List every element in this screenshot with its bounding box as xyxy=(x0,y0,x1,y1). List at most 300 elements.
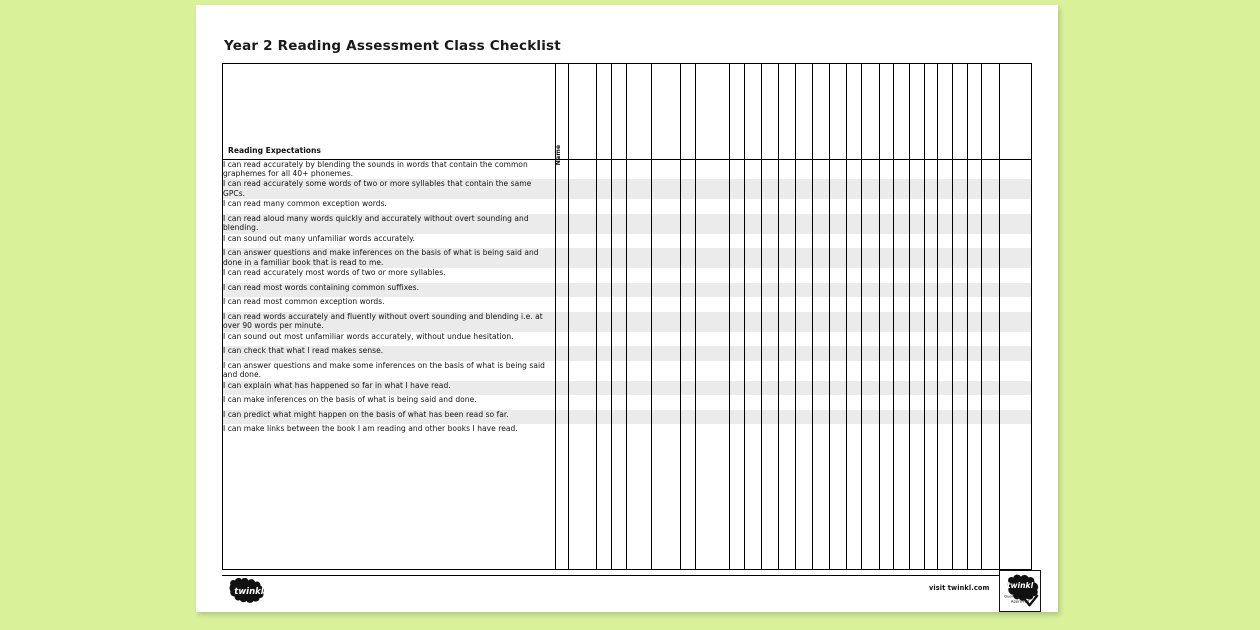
student-header-cell[interactable] xyxy=(730,64,745,159)
tick-cell[interactable] xyxy=(937,199,952,214)
tick-cell[interactable] xyxy=(745,199,762,214)
tick-cell[interactable] xyxy=(829,332,846,347)
tick-cell[interactable] xyxy=(862,234,879,249)
tick-cell[interactable] xyxy=(937,268,952,283)
student-header-cell[interactable] xyxy=(893,64,909,159)
tick-cell[interactable] xyxy=(1000,395,1031,410)
tick-cell[interactable] xyxy=(596,248,611,268)
visit-link[interactable]: visit twinkl.com xyxy=(929,584,990,592)
tick-cell[interactable] xyxy=(953,361,968,381)
tick-cell[interactable] xyxy=(695,312,729,332)
tick-cell[interactable] xyxy=(879,312,893,332)
tick-cell[interactable] xyxy=(879,361,893,381)
tick-cell[interactable] xyxy=(924,268,937,283)
student-header-cell[interactable] xyxy=(681,64,696,159)
tick-cell[interactable] xyxy=(937,297,952,312)
tick-cell[interactable] xyxy=(730,268,745,283)
student-header-cell[interactable] xyxy=(762,64,779,159)
tick-cell[interactable] xyxy=(862,268,879,283)
tick-cell[interactable] xyxy=(779,410,796,425)
tick-cell[interactable] xyxy=(937,346,952,361)
tick-cell[interactable] xyxy=(829,297,846,312)
tick-cell[interactable] xyxy=(779,179,796,199)
tick-cell[interactable] xyxy=(730,395,745,410)
tick-cell[interactable] xyxy=(596,346,611,361)
tick-cell[interactable] xyxy=(862,346,879,361)
tick-cell[interactable] xyxy=(779,159,796,179)
tick-cell[interactable] xyxy=(745,361,762,381)
tick-cell[interactable] xyxy=(556,361,569,381)
tick-cell[interactable] xyxy=(695,332,729,347)
tick-cell[interactable] xyxy=(611,159,626,179)
tick-cell[interactable] xyxy=(813,214,830,234)
tick-cell[interactable] xyxy=(681,283,696,298)
tick-cell[interactable] xyxy=(651,159,680,179)
tick-cell[interactable] xyxy=(953,346,968,361)
tick-cell[interactable] xyxy=(909,410,924,425)
tick-cell[interactable] xyxy=(611,424,626,439)
student-header-cell[interactable] xyxy=(568,64,596,159)
tick-cell[interactable] xyxy=(651,268,680,283)
tick-cell[interactable] xyxy=(924,234,937,249)
student-header-cell[interactable] xyxy=(796,64,813,159)
tick-cell[interactable] xyxy=(893,361,909,381)
tick-cell[interactable] xyxy=(846,410,861,425)
tick-cell[interactable] xyxy=(909,395,924,410)
tick-cell[interactable] xyxy=(596,179,611,199)
tick-cell[interactable] xyxy=(626,214,651,234)
tick-cell[interactable] xyxy=(981,410,1000,425)
tick-cell[interactable] xyxy=(611,214,626,234)
tick-cell[interactable] xyxy=(846,312,861,332)
tick-cell[interactable] xyxy=(796,214,813,234)
tick-cell[interactable] xyxy=(829,395,846,410)
tick-cell[interactable] xyxy=(651,346,680,361)
tick-cell[interactable] xyxy=(779,424,796,439)
tick-cell[interactable] xyxy=(611,395,626,410)
tick-cell[interactable] xyxy=(762,332,779,347)
tick-cell[interactable] xyxy=(596,312,611,332)
tick-cell[interactable] xyxy=(796,381,813,396)
tick-cell[interactable] xyxy=(745,159,762,179)
tick-cell[interactable] xyxy=(568,199,596,214)
tick-cell[interactable] xyxy=(730,332,745,347)
tick-cell[interactable] xyxy=(829,234,846,249)
tick-cell[interactable] xyxy=(626,312,651,332)
tick-cell[interactable] xyxy=(651,395,680,410)
tick-cell[interactable] xyxy=(681,361,696,381)
tick-cell[interactable] xyxy=(813,410,830,425)
tick-cell[interactable] xyxy=(924,179,937,199)
tick-cell[interactable] xyxy=(937,159,952,179)
tick-cell[interactable] xyxy=(779,312,796,332)
tick-cell[interactable] xyxy=(879,346,893,361)
tick-cell[interactable] xyxy=(611,332,626,347)
tick-cell[interactable] xyxy=(762,410,779,425)
tick-cell[interactable] xyxy=(909,268,924,283)
tick-cell[interactable] xyxy=(626,159,651,179)
tick-cell[interactable] xyxy=(730,214,745,234)
tick-cell[interactable] xyxy=(762,361,779,381)
tick-cell[interactable] xyxy=(556,283,569,298)
tick-cell[interactable] xyxy=(651,234,680,249)
tick-cell[interactable] xyxy=(695,268,729,283)
tick-cell[interactable] xyxy=(846,214,861,234)
tick-cell[interactable] xyxy=(879,381,893,396)
tick-cell[interactable] xyxy=(568,179,596,199)
tick-cell[interactable] xyxy=(568,268,596,283)
tick-cell[interactable] xyxy=(611,410,626,425)
student-header-cell[interactable] xyxy=(879,64,893,159)
tick-cell[interactable] xyxy=(981,214,1000,234)
tick-cell[interactable] xyxy=(568,395,596,410)
tick-cell[interactable] xyxy=(879,214,893,234)
tick-cell[interactable] xyxy=(611,297,626,312)
tick-cell[interactable] xyxy=(893,159,909,179)
tick-cell[interactable] xyxy=(879,248,893,268)
tick-cell[interactable] xyxy=(762,248,779,268)
tick-cell[interactable] xyxy=(937,214,952,234)
tick-cell[interactable] xyxy=(596,199,611,214)
tick-cell[interactable] xyxy=(779,346,796,361)
tick-cell[interactable] xyxy=(879,234,893,249)
tick-cell[interactable] xyxy=(967,199,981,214)
tick-cell[interactable] xyxy=(556,332,569,347)
tick-cell[interactable] xyxy=(730,283,745,298)
tick-cell[interactable] xyxy=(681,268,696,283)
tick-cell[interactable] xyxy=(937,179,952,199)
tick-cell[interactable] xyxy=(779,268,796,283)
student-header-cell[interactable] xyxy=(695,64,729,159)
tick-cell[interactable] xyxy=(611,268,626,283)
tick-cell[interactable] xyxy=(813,248,830,268)
tick-cell[interactable] xyxy=(651,332,680,347)
tick-cell[interactable] xyxy=(879,159,893,179)
tick-cell[interactable] xyxy=(937,248,952,268)
tick-cell[interactable] xyxy=(651,381,680,396)
tick-cell[interactable] xyxy=(924,248,937,268)
student-header-cell[interactable] xyxy=(745,64,762,159)
tick-cell[interactable] xyxy=(953,159,968,179)
tick-cell[interactable] xyxy=(813,297,830,312)
tick-cell[interactable] xyxy=(967,234,981,249)
tick-cell[interactable] xyxy=(568,332,596,347)
tick-cell[interactable] xyxy=(745,332,762,347)
tick-cell[interactable] xyxy=(953,395,968,410)
tick-cell[interactable] xyxy=(568,248,596,268)
tick-cell[interactable] xyxy=(924,395,937,410)
tick-cell[interactable] xyxy=(1000,410,1031,425)
tick-cell[interactable] xyxy=(556,248,569,268)
tick-cell[interactable] xyxy=(681,424,696,439)
student-header-cell[interactable] xyxy=(953,64,968,159)
tick-cell[interactable] xyxy=(893,283,909,298)
tick-cell[interactable] xyxy=(909,361,924,381)
tick-cell[interactable] xyxy=(556,410,569,425)
tick-cell[interactable] xyxy=(626,346,651,361)
tick-cell[interactable] xyxy=(779,395,796,410)
tick-cell[interactable] xyxy=(651,424,680,439)
tick-cell[interactable] xyxy=(796,297,813,312)
tick-cell[interactable] xyxy=(596,410,611,425)
tick-cell[interactable] xyxy=(829,424,846,439)
tick-cell[interactable] xyxy=(893,179,909,199)
tick-cell[interactable] xyxy=(730,410,745,425)
tick-cell[interactable] xyxy=(813,199,830,214)
tick-cell[interactable] xyxy=(568,283,596,298)
tick-cell[interactable] xyxy=(681,395,696,410)
tick-cell[interactable] xyxy=(829,346,846,361)
tick-cell[interactable] xyxy=(846,234,861,249)
student-header-cell[interactable] xyxy=(981,64,1000,159)
tick-cell[interactable] xyxy=(829,283,846,298)
tick-cell[interactable] xyxy=(862,214,879,234)
tick-cell[interactable] xyxy=(745,381,762,396)
tick-cell[interactable] xyxy=(909,248,924,268)
student-header-cell[interactable] xyxy=(611,64,626,159)
tick-cell[interactable] xyxy=(1000,179,1031,199)
tick-cell[interactable] xyxy=(556,297,569,312)
tick-cell[interactable] xyxy=(813,179,830,199)
tick-cell[interactable] xyxy=(611,312,626,332)
tick-cell[interactable] xyxy=(681,234,696,249)
tick-cell[interactable] xyxy=(695,346,729,361)
tick-cell[interactable] xyxy=(953,332,968,347)
tick-cell[interactable] xyxy=(779,332,796,347)
tick-cell[interactable] xyxy=(730,346,745,361)
tick-cell[interactable] xyxy=(953,283,968,298)
tick-cell[interactable] xyxy=(651,248,680,268)
tick-cell[interactable] xyxy=(967,179,981,199)
tick-cell[interactable] xyxy=(846,424,861,439)
tick-cell[interactable] xyxy=(568,234,596,249)
tick-cell[interactable] xyxy=(967,268,981,283)
tick-cell[interactable] xyxy=(695,381,729,396)
tick-cell[interactable] xyxy=(762,424,779,439)
tick-cell[interactable] xyxy=(762,159,779,179)
tick-cell[interactable] xyxy=(862,199,879,214)
tick-cell[interactable] xyxy=(829,410,846,425)
tick-cell[interactable] xyxy=(924,424,937,439)
tick-cell[interactable] xyxy=(846,199,861,214)
tick-cell[interactable] xyxy=(730,297,745,312)
twinkl-logo[interactable] xyxy=(224,578,274,604)
tick-cell[interactable] xyxy=(695,248,729,268)
tick-cell[interactable] xyxy=(893,332,909,347)
tick-cell[interactable] xyxy=(596,381,611,396)
tick-cell[interactable] xyxy=(924,346,937,361)
tick-cell[interactable] xyxy=(762,381,779,396)
tick-cell[interactable] xyxy=(1000,361,1031,381)
tick-cell[interactable] xyxy=(651,214,680,234)
tick-cell[interactable] xyxy=(681,410,696,425)
tick-cell[interactable] xyxy=(695,214,729,234)
tick-cell[interactable] xyxy=(626,424,651,439)
tick-cell[interactable] xyxy=(779,214,796,234)
tick-cell[interactable] xyxy=(681,199,696,214)
tick-cell[interactable] xyxy=(893,248,909,268)
tick-cell[interactable] xyxy=(924,312,937,332)
tick-cell[interactable] xyxy=(924,410,937,425)
tick-cell[interactable] xyxy=(846,395,861,410)
tick-cell[interactable] xyxy=(762,346,779,361)
tick-cell[interactable] xyxy=(937,381,952,396)
tick-cell[interactable] xyxy=(596,159,611,179)
tick-cell[interactable] xyxy=(924,381,937,396)
tick-cell[interactable] xyxy=(556,395,569,410)
tick-cell[interactable] xyxy=(924,214,937,234)
tick-cell[interactable] xyxy=(626,199,651,214)
tick-cell[interactable] xyxy=(568,361,596,381)
tick-cell[interactable] xyxy=(745,395,762,410)
tick-cell[interactable] xyxy=(953,268,968,283)
tick-cell[interactable] xyxy=(796,410,813,425)
tick-cell[interactable] xyxy=(762,297,779,312)
student-header-cell[interactable] xyxy=(651,64,680,159)
student-header-cell[interactable] xyxy=(909,64,924,159)
tick-cell[interactable] xyxy=(967,381,981,396)
tick-cell[interactable] xyxy=(556,199,569,214)
tick-cell[interactable] xyxy=(651,199,680,214)
tick-cell[interactable] xyxy=(730,199,745,214)
tick-cell[interactable] xyxy=(953,248,968,268)
tick-cell[interactable] xyxy=(762,283,779,298)
tick-cell[interactable] xyxy=(762,395,779,410)
tick-cell[interactable] xyxy=(909,199,924,214)
tick-cell[interactable] xyxy=(681,297,696,312)
tick-cell[interactable] xyxy=(745,268,762,283)
tick-cell[interactable] xyxy=(829,159,846,179)
student-header-cell[interactable] xyxy=(937,64,952,159)
tick-cell[interactable] xyxy=(745,346,762,361)
tick-cell[interactable] xyxy=(981,381,1000,396)
tick-cell[interactable] xyxy=(779,361,796,381)
tick-cell[interactable] xyxy=(846,159,861,179)
tick-cell[interactable] xyxy=(796,346,813,361)
tick-cell[interactable] xyxy=(829,179,846,199)
tick-cell[interactable] xyxy=(846,361,861,381)
tick-cell[interactable] xyxy=(730,361,745,381)
tick-cell[interactable] xyxy=(846,332,861,347)
tick-cell[interactable] xyxy=(829,312,846,332)
student-header-cell[interactable] xyxy=(846,64,861,159)
tick-cell[interactable] xyxy=(779,283,796,298)
tick-cell[interactable] xyxy=(695,424,729,439)
tick-cell[interactable] xyxy=(937,332,952,347)
tick-cell[interactable] xyxy=(879,332,893,347)
tick-cell[interactable] xyxy=(556,234,569,249)
tick-cell[interactable] xyxy=(813,268,830,283)
tick-cell[interactable] xyxy=(813,159,830,179)
tick-cell[interactable] xyxy=(981,332,1000,347)
tick-cell[interactable] xyxy=(556,424,569,439)
tick-cell[interactable] xyxy=(893,297,909,312)
tick-cell[interactable] xyxy=(626,410,651,425)
tick-cell[interactable] xyxy=(1000,332,1031,347)
tick-cell[interactable] xyxy=(596,214,611,234)
tick-cell[interactable] xyxy=(651,410,680,425)
tick-cell[interactable] xyxy=(556,179,569,199)
tick-cell[interactable] xyxy=(745,312,762,332)
tick-cell[interactable] xyxy=(893,381,909,396)
tick-cell[interactable] xyxy=(695,199,729,214)
tick-cell[interactable] xyxy=(829,268,846,283)
tick-cell[interactable] xyxy=(568,312,596,332)
tick-cell[interactable] xyxy=(796,283,813,298)
tick-cell[interactable] xyxy=(626,179,651,199)
tick-cell[interactable] xyxy=(796,312,813,332)
tick-cell[interactable] xyxy=(862,179,879,199)
tick-cell[interactable] xyxy=(981,283,1000,298)
tick-cell[interactable] xyxy=(1000,283,1031,298)
tick-cell[interactable] xyxy=(681,312,696,332)
tick-cell[interactable] xyxy=(695,179,729,199)
tick-cell[interactable] xyxy=(1000,297,1031,312)
tick-cell[interactable] xyxy=(568,381,596,396)
tick-cell[interactable] xyxy=(611,283,626,298)
tick-cell[interactable] xyxy=(762,179,779,199)
tick-cell[interactable] xyxy=(796,332,813,347)
tick-cell[interactable] xyxy=(909,424,924,439)
tick-cell[interactable] xyxy=(596,297,611,312)
tick-cell[interactable] xyxy=(730,159,745,179)
student-header-cell[interactable] xyxy=(596,64,611,159)
tick-cell[interactable] xyxy=(862,297,879,312)
tick-cell[interactable] xyxy=(745,283,762,298)
tick-cell[interactable] xyxy=(568,346,596,361)
tick-cell[interactable] xyxy=(893,234,909,249)
tick-cell[interactable] xyxy=(981,424,1000,439)
student-header-cell[interactable] xyxy=(924,64,937,159)
student-header-cell[interactable] xyxy=(967,64,981,159)
tick-cell[interactable] xyxy=(924,297,937,312)
tick-cell[interactable] xyxy=(651,297,680,312)
tick-cell[interactable] xyxy=(681,346,696,361)
tick-cell[interactable] xyxy=(846,268,861,283)
tick-cell[interactable] xyxy=(556,381,569,396)
tick-cell[interactable] xyxy=(862,424,879,439)
tick-cell[interactable] xyxy=(981,312,1000,332)
tick-cell[interactable] xyxy=(893,395,909,410)
tick-cell[interactable] xyxy=(953,381,968,396)
tick-cell[interactable] xyxy=(862,312,879,332)
student-header-cell[interactable] xyxy=(862,64,879,159)
tick-cell[interactable] xyxy=(981,159,1000,179)
tick-cell[interactable] xyxy=(796,361,813,381)
tick-cell[interactable] xyxy=(681,381,696,396)
tick-cell[interactable] xyxy=(937,234,952,249)
tick-cell[interactable] xyxy=(611,234,626,249)
tick-cell[interactable] xyxy=(596,283,611,298)
tick-cell[interactable] xyxy=(651,361,680,381)
tick-cell[interactable] xyxy=(937,424,952,439)
student-header-cell[interactable] xyxy=(813,64,830,159)
tick-cell[interactable] xyxy=(796,424,813,439)
tick-cell[interactable] xyxy=(681,179,696,199)
tick-cell[interactable] xyxy=(953,297,968,312)
tick-cell[interactable] xyxy=(909,332,924,347)
tick-cell[interactable] xyxy=(556,268,569,283)
tick-cell[interactable] xyxy=(924,332,937,347)
tick-cell[interactable] xyxy=(779,199,796,214)
tick-cell[interactable] xyxy=(862,159,879,179)
tick-cell[interactable] xyxy=(626,248,651,268)
tick-cell[interactable] xyxy=(556,214,569,234)
tick-cell[interactable] xyxy=(1000,199,1031,214)
tick-cell[interactable] xyxy=(626,268,651,283)
tick-cell[interactable] xyxy=(879,424,893,439)
tick-cell[interactable] xyxy=(981,361,1000,381)
